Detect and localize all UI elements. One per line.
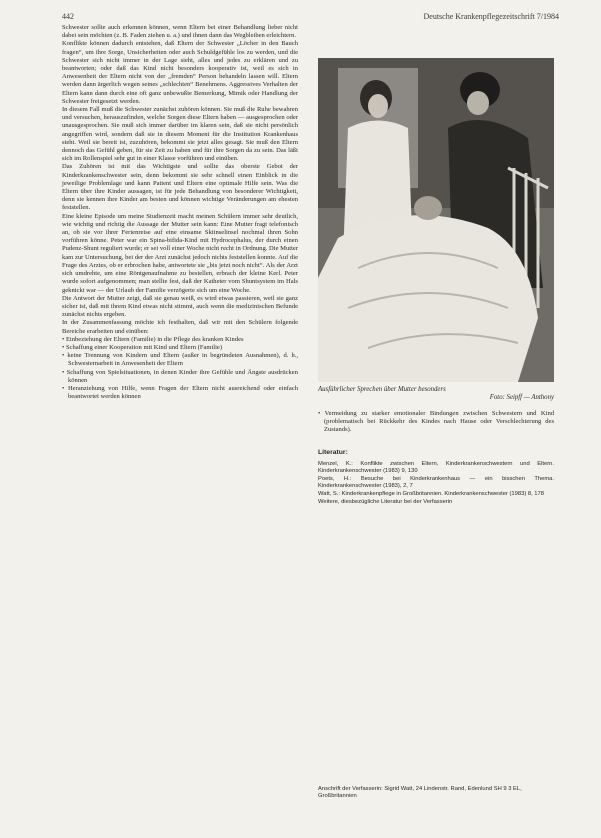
reference-item: Weitere, diesbezügliche Literatur bei der Verfasserin xyxy=(318,498,453,505)
paragraph: In der Zusammenfassung möchte ich festhalten, daß wir mit den Schülern folgende Bereiche erarbeiten und einüben: xyxy=(62,319,298,335)
page-number: 442 xyxy=(62,12,74,21)
reference-list xyxy=(318,461,554,506)
summary-list xyxy=(62,336,298,402)
literature-heading: Literatur: xyxy=(318,448,348,456)
paragraph: Das Zuhören ist mit das Wichtigste und sollte das oberste Gebot der Kinderkrankenschwester sein, denn bekommt sie sehr schnell einen Einblick in die jeweilige Problemlage und kann Patient und Eltern eine optimale Hilfe sein. Was die Eltern über ihre Kinder aussagen, ist für jede Behandlung von besonderer Wichtigkeit, denn sie kennen ihre Kinder am besten und können wichtige Veränderungen am ehesten feststellen. xyxy=(62,163,298,212)
journal-title: Deutsche Krankenpflegezeitschrift 7/1984 xyxy=(423,12,559,21)
hospital-photo xyxy=(318,58,554,382)
left-column xyxy=(62,24,298,401)
list-item: • Schaffung von Spielsituationen, in denen Kinder ihre Gefühle und Ängste ausdrücken können xyxy=(62,369,298,385)
right-column xyxy=(318,410,554,507)
list-item: • Vermeidung zu starker emotionaler Bindungen zwischen Schwestern und Kind (problematisch bei Rückkehr des Kindes nach Hause oder Verschlechterung des Zustands). xyxy=(318,410,554,435)
reference-item: Poets, H.: Besuche bei Kinderkrankenhaus — ein bisschen Thema. Kinderkrankenschwester (1983), 2, 7 xyxy=(318,475,554,489)
author-address: Anschrift der Verfasserin: Sigrid Watt, 24 Lindenstr. Rand, Edenlund SH 9 3 EL, Großbritannien xyxy=(318,786,522,799)
reference-item: Menzel, K.: Konflikte zwischen Eltern, Kinderkrankenschwestern und Eltern. Kinderkrankenschwester (1983) 9, 130 xyxy=(318,460,554,474)
paragraph: In diesem Fall muß die Schwester zunächst zuhören können. Sie muß die Ruhe bewahren und versuchen, herauszufinden, welche Sorgen diese Eltern haben — ausgesprochen oder unausgesprochen. Sie muß sich immer darüber im klaren sein, daß sie nicht persönlich angegriffen wird, sondern daß sie in diesem Moment für die Institution Krankenhaus steht. Weil sie bereit ist, zuzuhören, bekommt sie jetzt alles gesagt. Sie muß den Eltern dennoch das Gefühl geben, für sie Zeit zu haben und für ihre Sorgen da zu sein. Das läßt sich im Rollenspiel sehr gut in einer Klasse vorführen und einüben. xyxy=(62,106,298,163)
list-item: • Heranziehung von Hilfe, wenn Fragen der Eltern nicht ausreichend oder einfach beantwortet werden können xyxy=(62,385,298,401)
reference-item: Watt, S.: Kinderkrankenpflege in Großbritannien. Kinderkrankenschwester (1983) 8, 178 xyxy=(318,490,544,497)
list-item: • Schaffung einer Kooperation mit Kind und Eltern (Familie) xyxy=(62,344,298,352)
paragraph: Konflikte können dadurch entstehen, daß Eltern der Schwester „Löcher in den Bauch fragen“, um ihre Sorge, Unsicherheiten oder auch Schuldgefühle los zu werden, und die Schwester sich nicht immer in der Lage sieht, alles und jedes zu erklären und zu beantworten; oder daß das Kind nicht besonders kooperativ ist, weil es sich in Anwesenheit der Eltern nicht von der „fremden“ Person behandeln lassen will. Eltern werden dann ärgerlich wegen seines „schlechten“ Benehmens. Aggressives Verhalten der Eltern kann dann durch eine oft ganz unbewußte Bemerkung, Mimik oder Handlung der Schwester freigesetzt werden. xyxy=(62,40,298,105)
photo-caption xyxy=(318,386,554,402)
photo-illustration xyxy=(318,58,554,382)
summary-list-continued xyxy=(318,410,554,435)
caption-text: Ausführlicher Sprechen über Mutter besonders xyxy=(318,386,446,393)
paragraph: Schwester sollte auch erkennen können, wenn Eltern bei einer Behandlung lieber nicht dabei sein möchten (z. B. Faden ziehen u. a.) und ihnen dann das Wegbleiben erleichtern. xyxy=(62,24,298,40)
list-item: • keine Trennung von Kindern und Eltern (außer in begründeten Ausnahmen), d. h., Schwesternarbeit in Anwesenheit der Eltern xyxy=(62,352,298,368)
paragraph: Die Antwort der Mutter zeigt, daß sie genau weiß, es wird etwas passieren, weil sie ganz sicher ist, daß mit ihrem Kind etwas nicht stimmt, auch wenn die medizinischen Befunde zunächst nichts ergeben. xyxy=(62,294,298,319)
paragraph: Eine kleine Episode um meine Studienzeit macht meinen Schülern immer sehr deutlich, wie wichtig und richtig die Aussage der Mutter sein kann: Eine Mutter fragt telefonisch an, ob sie vor ihrer Ferienreise auf eine einsame Skiinselinsel nochmal ihren Sohn vorführen könne. Peter war ein Spina-bifida-Kind mit Hydrocephalus, der durch einen Pudenz-Shunt reguliert wurde; er sei voll einer Woche nicht recht in Ordnung. Die Mutter kam zur Untersuchung, bei der der Arzt zunächst jedoch nichts feststellen konnte. Auf die Frage des Arztes, ob er erbrochen habe, antwortete sie „bis jetzt noch nicht“. Als der Arzt sich umdrehte, um eine Röntgenaufnahme zu bestellen, erbrach der kleine Kerl. Peter wurde sofort aufgenommen; man stellte fest, daß der Katheter vom Shuntsystem im Hals geknickt war — der Urlaub der Familie verzögerte sich um eine Woche. xyxy=(62,212,298,294)
list-item: • Einbeziehung der Eltern (Familie) in die Pflege des kranken Kindes xyxy=(62,336,298,344)
photo-credit: Foto: Seipff — Anthony xyxy=(489,394,554,401)
